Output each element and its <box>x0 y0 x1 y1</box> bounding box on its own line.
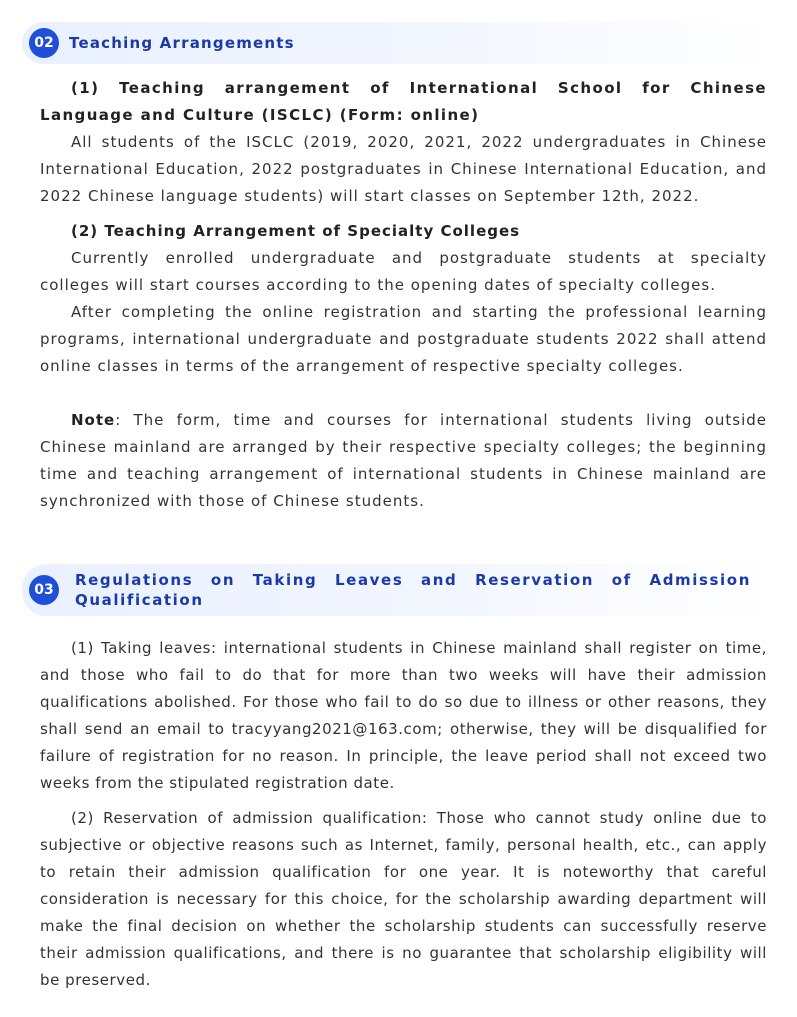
section-02-number-badge: 02 <box>29 28 59 58</box>
section-03-paragraph-1: (1) Taking leaves: international students in Chinese mainland shall register on time, and those who fail to do that for more than two weeks will have their admission qualifications abolished. For those who fail to do so due to illness or other reasons, they shall send an email to tracyyang2021@163.com; otherwise, they will be disqualified for failure of registration for no reason. In principle, the leave period shall not exceed two weeks from the stipulated registration date. <box>40 639 767 792</box>
section-02-note <box>40 407 767 515</box>
note-body: : The form, time and courses for international students living outside Chinese mainland are arranged by their respective specialty colleges; the beginning time and teaching arrangement of international students in Chinese mainland are synchronized with those of Chinese students. <box>40 411 767 510</box>
section-03-title: Regulations on Taking Leaves and Reservation of Admission Qualification <box>75 571 751 609</box>
section-03-paragraph-2: (2) Reservation of admission qualification: Those who cannot study online due to subjective or objective reasons such as Internet, family, personal health, etc., can apply to retain their admission qualification for one year. It is noteworthy that careful consideration is necessary for this choice, for the scholarship awarding department will make the final decision on whether the scholarship students can successfully reserve their admission qualifications, and there is no guarantee that scholarship eligibility will be preserved. <box>40 809 767 989</box>
section-02-subheading-1: (1) Teaching arrangement of International School for Chinese Language and Culture (ISCLC) (Form: online) <box>40 79 767 124</box>
section-03-header <box>22 564 774 616</box>
section-02-paragraph-3: After completing the online registration and starting the professional learning programs, international undergraduate and postgraduate students 2022 shall attend online classes in terms of the arrangement of respective specialty colleges. <box>40 303 767 375</box>
section-02-header <box>22 22 774 64</box>
section-02-subheading-2: (2) Teaching Arrangement of Specialty Colleges <box>71 222 521 240</box>
note-label: Note <box>71 411 116 429</box>
section-02-paragraph-2: Currently enrolled undergraduate and postgraduate students at specialty colleges will start courses according to the opening dates of specialty colleges. <box>40 249 767 294</box>
section-02-paragraph-1: All students of the ISCLC (2019, 2020, 2021, 2022 undergraduates in Chinese International Education, 2022 postgraduates in Chinese International Education, and 2022 Chinese language students) will start classes on September 12th, 2022. <box>40 133 767 205</box>
section-02-title: Teaching Arrangements <box>69 34 295 52</box>
section-03-number-badge: 03 <box>29 575 59 605</box>
